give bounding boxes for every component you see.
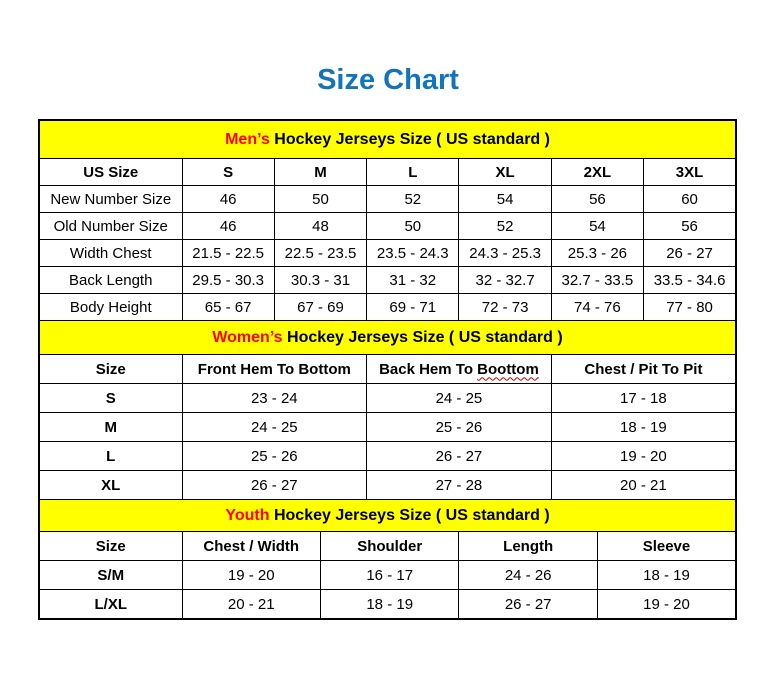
row-label-cell: L — [39, 442, 182, 471]
size-value-cell: 33.5 - 34.6 — [644, 267, 737, 294]
section-header-womens — [39, 321, 736, 355]
size-value-cell: 16 - 17 — [320, 561, 458, 590]
table-row — [39, 561, 736, 590]
size-value-cell: 50 — [367, 213, 459, 240]
size-value-cell: 23.5 - 24.3 — [367, 240, 459, 267]
size-value-cell: 54 — [459, 186, 551, 213]
table-row — [39, 384, 736, 413]
size-value-cell: 24.3 - 25.3 — [459, 240, 551, 267]
size-chart-body — [39, 120, 736, 619]
size-value-cell: 20 - 21 — [182, 590, 320, 620]
row-label-cell: Body Height — [39, 294, 182, 321]
column-header-cell: XL — [459, 159, 551, 186]
table-row — [39, 442, 736, 471]
table-row — [39, 267, 736, 294]
size-value-cell: 48 — [274, 213, 366, 240]
column-header-cell: Sleeve — [597, 532, 736, 561]
size-value-cell: 54 — [551, 213, 643, 240]
size-value-cell: 32.7 - 33.5 — [551, 267, 643, 294]
size-value-cell: 26 - 27 — [367, 442, 552, 471]
size-value-cell: 18 - 19 — [551, 413, 736, 442]
column-header-row-womens — [39, 355, 736, 384]
column-header-row-youth — [39, 532, 736, 561]
misspelled-word-squiggle: Boottom — [477, 360, 539, 378]
size-value-cell: 25 - 26 — [182, 442, 367, 471]
table-row — [39, 471, 736, 500]
size-value-cell: 20 - 21 — [551, 471, 736, 500]
size-value-cell: 29.5 - 30.3 — [182, 267, 274, 294]
size-value-cell: 65 - 67 — [182, 294, 274, 321]
row-label-cell: S — [39, 384, 182, 413]
table-row — [39, 213, 736, 240]
column-header-row-mens — [39, 159, 736, 186]
size-value-cell: 17 - 18 — [551, 384, 736, 413]
section-title-rest: Hockey Jerseys Size ( US standard ) — [282, 328, 563, 346]
size-value-cell: 46 — [182, 213, 274, 240]
table-row — [39, 240, 736, 267]
size-value-cell: 72 - 73 — [459, 294, 551, 321]
size-chart-table — [38, 119, 737, 620]
size-value-cell: 18 - 19 — [597, 561, 736, 590]
size-value-cell: 24 - 26 — [459, 561, 597, 590]
column-header-cell: M — [274, 159, 366, 186]
row-label-cell: Back Length — [39, 267, 182, 294]
row-label-cell: Old Number Size — [39, 213, 182, 240]
size-value-cell: 27 - 28 — [367, 471, 552, 500]
row-label-cell: M — [39, 413, 182, 442]
size-value-cell: 30.3 - 31 — [274, 267, 366, 294]
size-value-cell: 56 — [551, 186, 643, 213]
size-value-cell: 19 - 20 — [182, 561, 320, 590]
size-value-cell: 22.5 - 23.5 — [274, 240, 366, 267]
size-value-cell: 31 - 32 — [367, 267, 459, 294]
size-value-cell: 25.3 - 26 — [551, 240, 643, 267]
page-title: Size Chart — [317, 64, 459, 96]
size-value-cell: 74 - 76 — [551, 294, 643, 321]
size-value-cell: 23 - 24 — [182, 384, 367, 413]
size-value-cell: 32 - 32.7 — [459, 267, 551, 294]
size-value-cell: 26 - 27 — [182, 471, 367, 500]
size-value-cell: 21.5 - 22.5 — [182, 240, 274, 267]
row-label-cell: S/M — [39, 561, 182, 590]
size-value-cell: 52 — [459, 213, 551, 240]
size-value-cell: 25 - 26 — [367, 413, 552, 442]
table-row — [39, 413, 736, 442]
row-label-cell: L/XL — [39, 590, 182, 620]
section-title-rest: Hockey Jerseys Size ( US standard ) — [269, 506, 550, 524]
column-header-cell: Size — [39, 355, 182, 384]
column-header-cell: US Size — [39, 159, 182, 186]
size-value-cell: 77 - 80 — [644, 294, 737, 321]
column-header-cell: 2XL — [551, 159, 643, 186]
size-value-cell: 26 - 27 — [644, 240, 737, 267]
section-header-youth — [39, 500, 736, 532]
section-title-accent: Men’s — [225, 130, 270, 148]
column-header-cell: 3XL — [644, 159, 737, 186]
size-value-cell: 18 - 19 — [320, 590, 458, 620]
section-title-accent: Youth — [225, 506, 270, 524]
section-header-mens — [39, 120, 736, 159]
column-header-cell: Chest / Width — [182, 532, 320, 561]
section-title-rest: Hockey Jerseys Size ( US standard ) — [269, 130, 550, 148]
size-value-cell: 67 - 69 — [274, 294, 366, 321]
table-row — [39, 294, 736, 321]
column-header-cell: L — [367, 159, 459, 186]
size-value-cell: 26 - 27 — [459, 590, 597, 620]
section-title-accent: Women’s — [212, 328, 283, 346]
size-value-cell: 24 - 25 — [182, 413, 367, 442]
size-value-cell: 24 - 25 — [367, 384, 552, 413]
size-value-cell: 56 — [644, 213, 737, 240]
row-label-cell: XL — [39, 471, 182, 500]
size-value-cell: 69 - 71 — [367, 294, 459, 321]
section-title-youth — [39, 500, 736, 532]
column-header-cell: Size — [39, 532, 182, 561]
header-text: Back Hem To — [379, 360, 478, 378]
section-title-womens — [39, 321, 736, 355]
column-header-cell: Shoulder — [320, 532, 458, 561]
size-value-cell: 19 - 20 — [551, 442, 736, 471]
column-header-cell: Front Hem To Bottom — [182, 355, 367, 384]
column-header-cell: Chest / Pit To Pit — [551, 355, 736, 384]
table-row — [39, 590, 736, 620]
size-value-cell: 50 — [274, 186, 366, 213]
column-header-cell — [367, 355, 552, 384]
size-value-cell: 60 — [644, 186, 737, 213]
size-value-cell: 46 — [182, 186, 274, 213]
size-value-cell: 19 - 20 — [597, 590, 736, 620]
size-value-cell: 52 — [367, 186, 459, 213]
column-header-cell: S — [182, 159, 274, 186]
section-title-mens — [39, 120, 736, 159]
table-row — [39, 186, 736, 213]
row-label-cell: New Number Size — [39, 186, 182, 213]
column-header-cell: Length — [459, 532, 597, 561]
row-label-cell: Width Chest — [39, 240, 182, 267]
